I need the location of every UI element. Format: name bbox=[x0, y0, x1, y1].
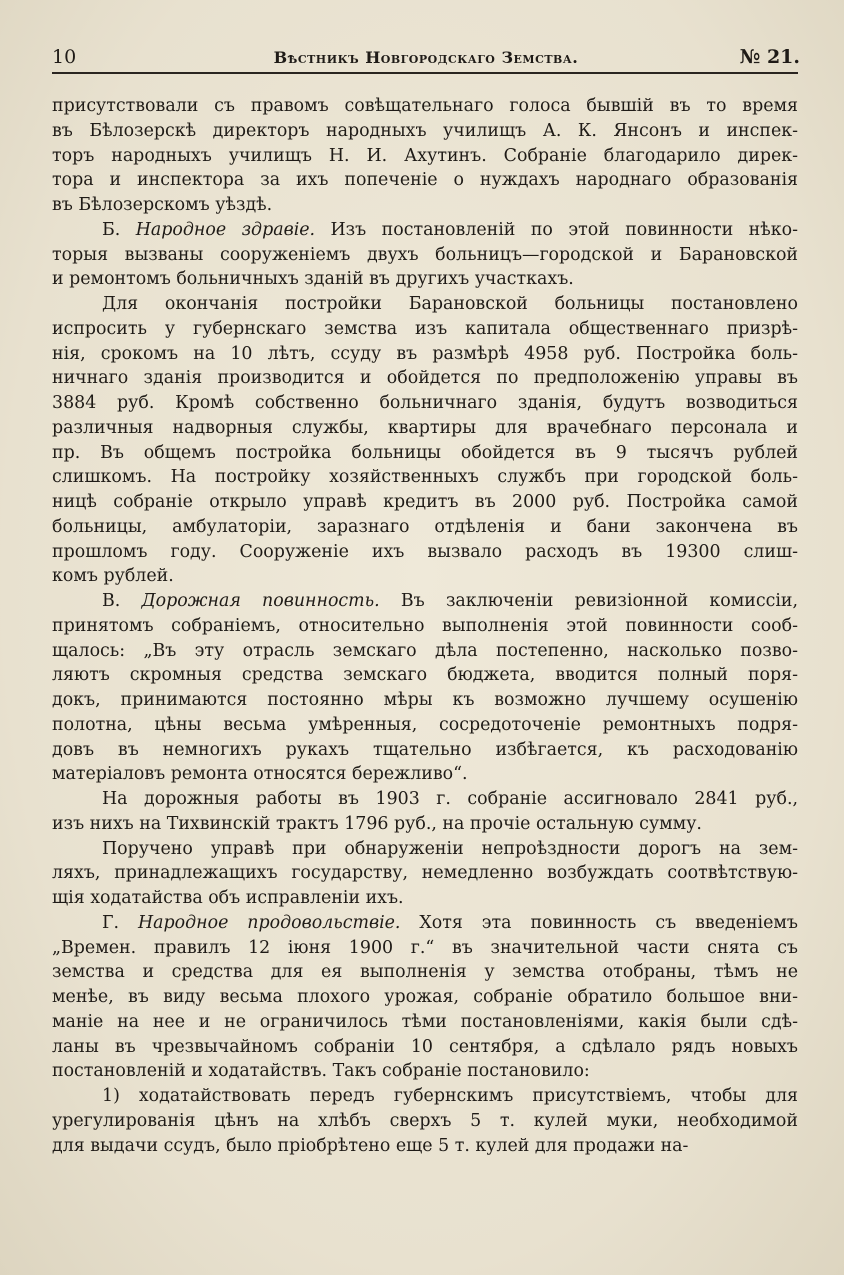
text-segment: въ Бѣлозерскѣ директоръ народныхъ училищъ А. К. Янсонъ и инспек- bbox=[52, 120, 798, 141]
text-line bbox=[52, 787, 798, 812]
text-line bbox=[52, 639, 798, 664]
text-segment: ляютъ скромныя средства земскаго бюджета, вводится полный поря- bbox=[52, 665, 798, 686]
journal-title: Вѣстникъ Новгородскаго Земства. bbox=[273, 48, 579, 67]
text-segment: матеріаловъ ремонта относятся бережливо“. bbox=[52, 764, 468, 785]
text-segment: земства и средства для ея выполненія у земства отобраны, тѣмъ не bbox=[52, 962, 798, 983]
text-segment: и ремонтомъ больничныхъ зданій въ другихъ участкахъ. bbox=[52, 269, 574, 290]
text-segment: въ Бѣлозерскомъ уѣздѣ. bbox=[52, 195, 273, 215]
paragraph bbox=[52, 589, 798, 787]
section-heading: Народное продовольствіе. bbox=[137, 912, 401, 933]
text-segment: нія, срокомъ на 10 лѣтъ, ссуду въ размѣрѣ 4958 руб. Постройка боль- bbox=[52, 343, 798, 364]
text-segment: Г. bbox=[102, 912, 138, 933]
text-segment: торъ народныхъ училищъ Н. И. Ахутинъ. Собраніе благодарило дирек- bbox=[52, 145, 798, 166]
text-line bbox=[52, 1109, 798, 1134]
text-line bbox=[52, 985, 798, 1010]
text-segment: Изъ постановленій по этой повинности нѣко- bbox=[315, 219, 798, 240]
text-line bbox=[52, 391, 798, 416]
text-segment: присутствовали съ правомъ совѣщательнаго голоса бывшій въ то время bbox=[52, 96, 798, 116]
text-line bbox=[52, 366, 798, 391]
text-segment: различныя надворныя службы, квартиры для врачебнаго персонала и bbox=[52, 417, 798, 438]
text-line bbox=[52, 911, 798, 936]
text-line bbox=[52, 564, 798, 589]
text-line bbox=[52, 267, 798, 292]
text-segment: прошломъ году. Сооруженіе ихъ вызвало расходъ въ 19300 слиш- bbox=[52, 541, 798, 562]
text-line bbox=[52, 441, 798, 466]
text-segment: В. bbox=[102, 591, 142, 611]
paragraph bbox=[52, 1084, 798, 1158]
text-line bbox=[52, 1010, 798, 1035]
text-segment: тора и инспектора за ихъ попеченіе о нуждахъ народнаго образованія bbox=[52, 170, 798, 191]
paragraph bbox=[52, 218, 798, 292]
text-segment: Хотя эта повинность съ введеніемъ bbox=[400, 912, 798, 933]
text-segment: слишкомъ. На постройку хозяйственныхъ службъ при городской боль- bbox=[52, 467, 798, 488]
text-segment: щалось: „Въ эту отрасль земскаго дѣла постепенно, насколько позво- bbox=[52, 640, 798, 661]
text-segment: менѣе, въ виду весьма плохого урожая, собраніе обратило большое вни- bbox=[52, 987, 798, 1007]
text-line bbox=[52, 1059, 798, 1084]
text-line bbox=[52, 342, 798, 367]
text-segment: Б. bbox=[102, 219, 136, 240]
text-segment: На дорожныя работы въ 1903 г. собраніе ассигновало 2841 руб., bbox=[102, 789, 798, 809]
text-segment: комъ рублей. bbox=[52, 566, 174, 587]
text-line bbox=[52, 218, 798, 243]
text-segment: постановленій и ходатайствъ. Такъ собраніе постановило: bbox=[52, 1061, 590, 1082]
text-line bbox=[52, 861, 798, 886]
text-line bbox=[52, 119, 798, 144]
issue-number: № 21. bbox=[739, 46, 800, 68]
text-line bbox=[52, 688, 798, 713]
text-line bbox=[52, 193, 798, 218]
text-line bbox=[52, 243, 798, 268]
text-segment: ницѣ собраніе открыло управѣ кредитъ въ 2000 руб. Постройка самой bbox=[52, 492, 798, 512]
text-line bbox=[52, 837, 798, 862]
text-segment: ляхъ, принадлежащихъ государству, немедленно возбуждать соотвѣтствую- bbox=[52, 863, 798, 884]
text-line bbox=[52, 614, 798, 639]
text-segment: изъ нихъ на Тихвинскій трактъ 1796 руб., на прочіе остальную сумму. bbox=[52, 813, 702, 834]
text-line bbox=[52, 465, 798, 490]
header-rule bbox=[52, 72, 798, 74]
text-segment: докъ, принимаются постоянно мѣры къ возможно лучшему осушенію bbox=[52, 690, 798, 710]
text-segment: ничнаго зданія производится и обойдется по предположенію управы въ bbox=[52, 368, 798, 389]
text-line bbox=[52, 713, 798, 738]
body-text bbox=[52, 94, 798, 1158]
text-line bbox=[52, 1084, 798, 1109]
text-segment: Для окончанія постройки Барановской больницы постановлено bbox=[102, 294, 798, 314]
text-segment: полотна, цѣны весьма умѣренныя, сосредоточеніе ремонтныхъ подря- bbox=[52, 714, 798, 735]
text-line bbox=[52, 490, 798, 515]
text-line bbox=[52, 812, 798, 837]
text-segment: маніе на нее и не ограничилось тѣми постановленіями, какія были сдѣ- bbox=[52, 1011, 798, 1032]
text-segment: больницы, амбулаторіи, заразнаго отдѣленія и бани закончена въ bbox=[52, 516, 798, 537]
text-line bbox=[52, 94, 798, 119]
text-line bbox=[52, 515, 798, 540]
text-segment: испросить у губернскаго земства изъ капитала общественнаго призрѣ- bbox=[52, 318, 798, 339]
text-segment: ланы въ чрезвычайномъ собраніи 10 сентября, а сдѣлало рядъ новыхъ bbox=[52, 1036, 798, 1057]
text-segment: принятомъ собраніемъ, относительно выполненія этой повинности сооб- bbox=[52, 615, 798, 636]
text-segment: щія ходатайства объ исправленіи ихъ. bbox=[52, 888, 404, 908]
text-segment: урегулированія цѣнъ на хлѣбъ сверхъ 5 т. кулей муки, необходимой bbox=[52, 1110, 798, 1131]
text-segment: 1) ходатайствовать передъ губернскимъ присутствіемъ, чтобы для bbox=[102, 1086, 798, 1106]
text-line bbox=[52, 1035, 798, 1060]
running-header bbox=[52, 44, 800, 74]
text-segment: пр. Въ общемъ постройка больницы обойдется въ 9 тысячъ рублей bbox=[52, 442, 798, 463]
text-line bbox=[52, 762, 798, 787]
paragraph bbox=[52, 292, 798, 589]
text-segment: Поручено управѣ при обнаруженіи непроѣздности дорогъ на зем- bbox=[102, 838, 798, 859]
text-line bbox=[52, 589, 798, 614]
paragraph bbox=[52, 911, 798, 1084]
page-number: 10 bbox=[52, 46, 77, 68]
section-heading: Дорожная повинность. bbox=[141, 591, 380, 611]
text-segment: для выдачи ссудъ, было пріобрѣтено еще 5 т. кулей для продажи на- bbox=[52, 1135, 689, 1156]
text-line bbox=[52, 317, 798, 342]
text-line bbox=[52, 936, 798, 961]
text-segment: Въ заключеніи ревизіонной комиссіи, bbox=[379, 591, 798, 611]
section-heading: Народное здравіе. bbox=[135, 219, 316, 240]
paragraph bbox=[52, 837, 798, 911]
text-line bbox=[52, 663, 798, 688]
text-line bbox=[52, 416, 798, 441]
text-line bbox=[52, 540, 798, 565]
text-line bbox=[52, 168, 798, 193]
text-line bbox=[52, 738, 798, 763]
text-line bbox=[52, 292, 798, 317]
paragraph bbox=[52, 94, 798, 218]
text-line bbox=[52, 960, 798, 985]
paragraph bbox=[52, 787, 798, 837]
text-segment: довъ въ немногихъ рукахъ тщательно избѣгается, къ расходованію bbox=[52, 739, 798, 760]
text-segment: „Времен. правилъ 12 іюня 1900 г.“ въ значительной части снята съ bbox=[52, 937, 798, 958]
text-line bbox=[52, 1134, 798, 1159]
text-line bbox=[52, 886, 798, 911]
text-segment: 3884 руб. Кромѣ собственно больничнаго зданія, будутъ возводиться bbox=[52, 393, 798, 413]
text-segment: торыя вызваны сооруженіемъ двухъ больницъ—городской и Барановской bbox=[52, 244, 798, 265]
text-line bbox=[52, 144, 798, 169]
